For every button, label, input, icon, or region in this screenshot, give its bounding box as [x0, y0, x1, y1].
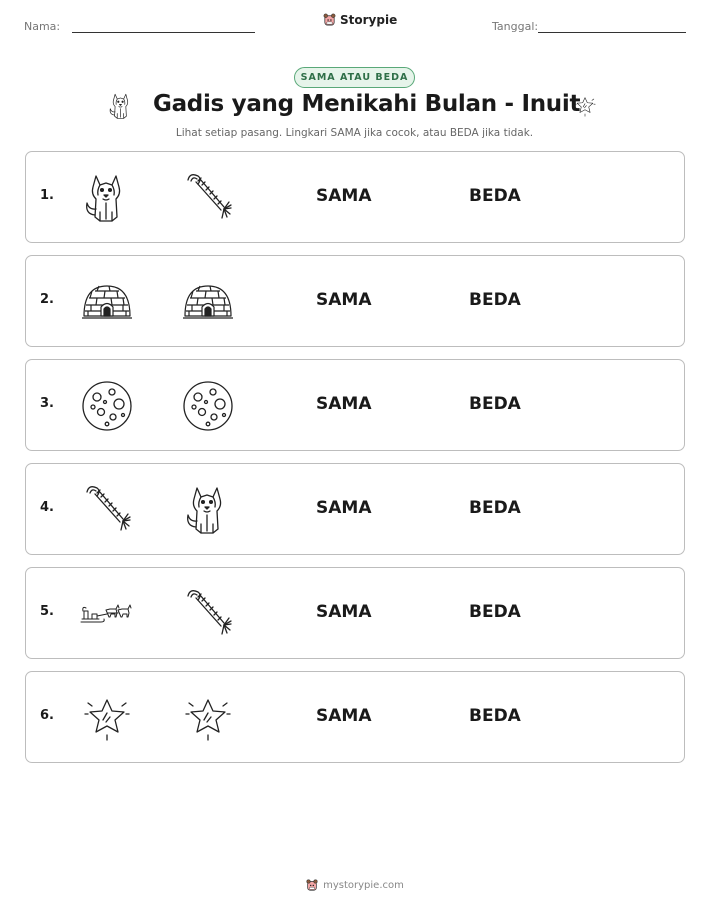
- same-option[interactable]: SAMA: [316, 394, 372, 414]
- different-option[interactable]: BEDA: [469, 706, 521, 726]
- name-field-line[interactable]: [72, 32, 255, 33]
- row-number: 6.: [40, 708, 54, 723]
- exercise-row: [25, 567, 685, 659]
- star-icon: [79, 690, 135, 746]
- page-title: Gadis yang Menikahi Bulan - Inuit: [153, 91, 581, 117]
- exercise-row: [25, 255, 685, 347]
- different-option[interactable]: BEDA: [469, 602, 521, 622]
- row-number: 4.: [40, 500, 54, 515]
- same-option[interactable]: SAMA: [316, 290, 372, 310]
- same-option[interactable]: SAMA: [316, 602, 372, 622]
- row-number: 2.: [40, 292, 54, 307]
- brand: [322, 12, 397, 27]
- footer-url: mystorypie.com: [323, 879, 404, 891]
- storypie-logo-icon: [305, 878, 319, 892]
- different-option[interactable]: BEDA: [469, 290, 521, 310]
- row-number: 5.: [40, 604, 54, 619]
- storypie-logo-icon: [322, 12, 337, 27]
- date-field-line[interactable]: [538, 32, 686, 33]
- husky-dog-icon: [180, 482, 236, 538]
- exercise-row: [25, 359, 685, 451]
- husky-dog-icon: [79, 170, 135, 226]
- rope-icon: [79, 482, 135, 538]
- moon-icon: [180, 378, 236, 434]
- footer: [0, 878, 709, 892]
- activity-badge: SAMA ATAU BEDA: [294, 67, 415, 88]
- star-icon: [572, 93, 598, 119]
- exercise-row: [25, 463, 685, 555]
- rope-icon: [180, 170, 236, 226]
- exercise-row: [25, 151, 685, 243]
- dog-sled-icon: [79, 586, 135, 642]
- star-icon: [180, 690, 236, 746]
- title-block: [0, 89, 709, 127]
- name-label: Nama:: [24, 20, 61, 33]
- different-option[interactable]: BEDA: [469, 498, 521, 518]
- different-option[interactable]: BEDA: [469, 394, 521, 414]
- rope-icon: [180, 586, 236, 642]
- brand-name: Storypie: [340, 12, 398, 27]
- husky-dog-icon: [106, 89, 136, 123]
- igloo-icon: [79, 274, 135, 330]
- row-number: 3.: [40, 396, 54, 411]
- row-number: 1.: [40, 188, 54, 203]
- moon-icon: [79, 378, 135, 434]
- exercise-row: [25, 671, 685, 763]
- same-option[interactable]: SAMA: [316, 706, 372, 726]
- different-option[interactable]: BEDA: [469, 186, 521, 206]
- date-label: Tanggal:: [492, 20, 539, 33]
- instructions: Lihat setiap pasang. Lingkari SAMA jika cocok, atau BEDA jika tidak.: [175, 127, 534, 139]
- igloo-icon: [180, 274, 236, 330]
- same-option[interactable]: SAMA: [316, 186, 372, 206]
- worksheet-header: [0, 0, 709, 50]
- same-option[interactable]: SAMA: [316, 498, 372, 518]
